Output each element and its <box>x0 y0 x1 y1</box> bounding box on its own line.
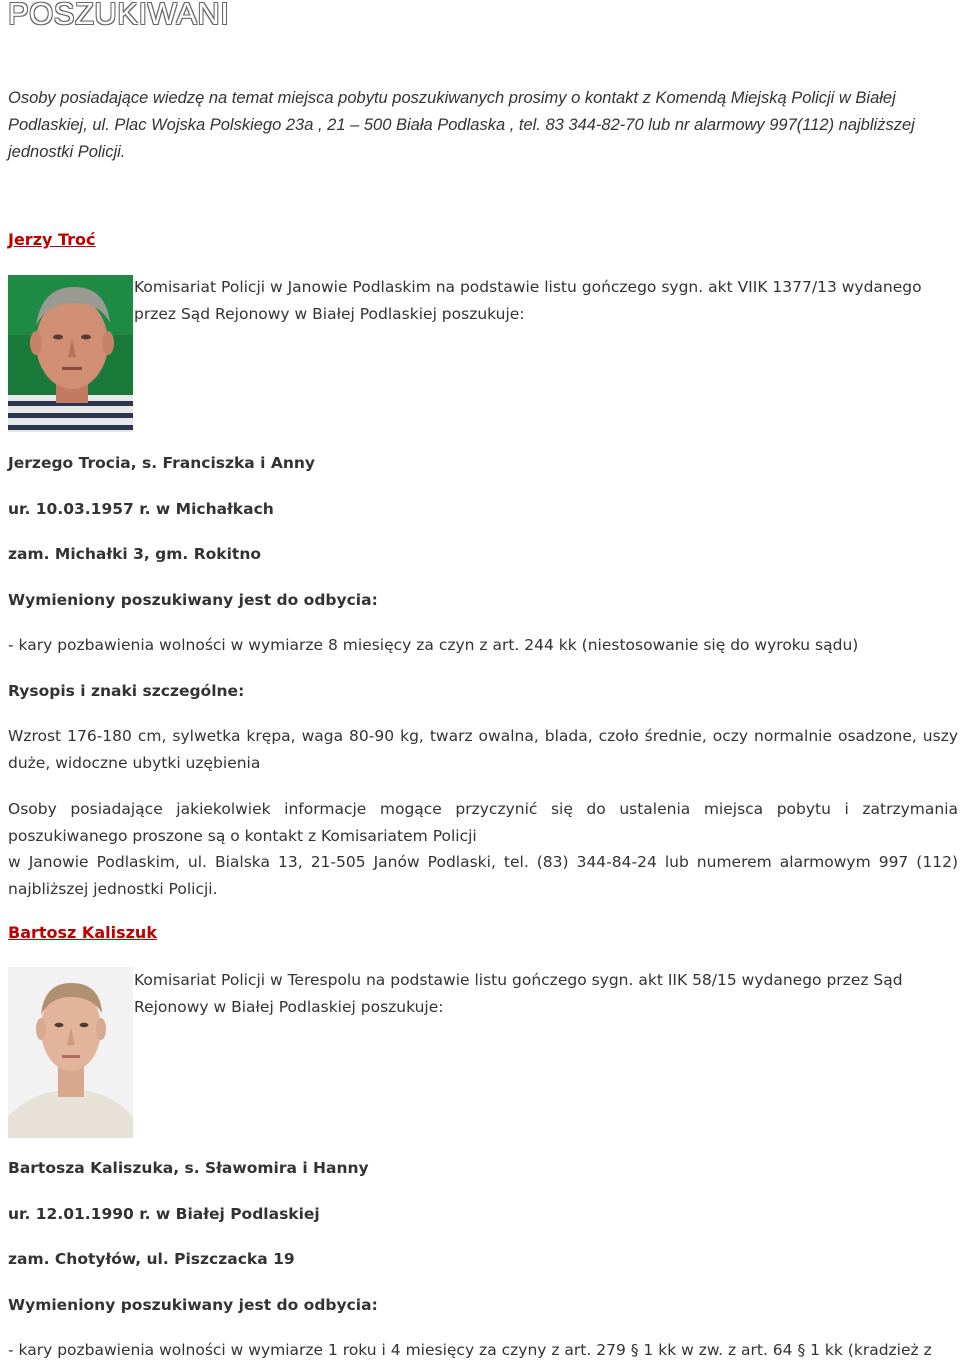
address-jerzy-troc: zam. Michałki 3, gm. Rokitno <box>8 545 262 563</box>
contact-text-1-jerzy-troc: Osoby posiadające jakiekolwiek informacje mogące przyczynić się do ustalenia miejsca pobytu i zatrzymania poszukiwanego proszone są o kontakt z Komisariatem Policji <box>8 800 958 845</box>
warrant-text-jerzy-troc: Komisariat Policji w Janowie Podlaskim na podstawie listu gończego sygn. akt VIIK 1377/13 wydanego przez Sąd Rejonowy w Białej Podlaskiej poszukuje: <box>134 278 922 323</box>
warrant-text-bartosz-kaliszuk: Komisariat Policji w Terespolu na podstawie listu gończego sygn. akt IIK 58/15 wydanego przez Sąd Rejonowy w Białej Podlaskiej poszukuje: <box>134 971 903 1016</box>
sentence-header-jerzy-troc: Wymieniony poszukiwany jest do odbycia: <box>8 591 378 609</box>
person-link-bartosz-kaliszuk[interactable]: Bartosz Kaliszuk <box>8 923 157 942</box>
sentence-jerzy-troc: - kary pozbawienia wolności w wymiarze 8 miesięcy za czyn z art. 244 kk (niestosowanie się do wyroku sądu) <box>8 636 859 654</box>
description-jerzy-troc: Wzrost 176-180 cm, sylwetka krępa, waga 80-90 kg, twarz owalna, blada, czoło średnie, oczy normalnie osadzone, uszy duże, widoczne ubytki uzębienia <box>8 727 958 772</box>
person-link-jerzy-troc[interactable]: Jerzy Troć <box>8 230 96 249</box>
intro-text: Osoby posiadające wiedzę na temat miejsca pobytu poszukiwanych prosimy o kontakt z Komendą Miejską Policji w Białej Podlaskiej, ul. Plac Wojska Polskiego 23a , 21 – 500 Biała Podlaska , tel. 83 344-82-70 lub nr alarmowy 997(112) najbliższej jednostki Policji. <box>8 89 915 161</box>
sentence-bartosz-kaliszuk: - kary pozbawienia wolności w wymiarze 1 roku i 4 miesięcy za czyny z art. 279 § 1 kk w zw. z art. 64 § 1 kk (kradzież z <box>8 1341 932 1359</box>
person-photo-bartosz-kaliszuk <box>8 967 133 1138</box>
contact-text-2-jerzy-troc: w Janowie Podlaskim, ul. Bialska 13, 21-505 Janów Podlaski, tel. (83) 344-84-24 lub numerem alarmowym 997 (112) najbliższej jednostki Policji. <box>8 853 958 898</box>
address-bartosz-kaliszuk: zam. Chotyłów, ul. Piszczacka 19 <box>8 1250 295 1268</box>
birth-info-bartosz-kaliszuk: ur. 12.01.1990 r. w Białej Podlaskiej <box>8 1205 320 1223</box>
description-header-jerzy-troc: Rysopis i znaki szczególne: <box>8 682 245 700</box>
person-photo-jerzy-troc <box>8 275 133 432</box>
page-title: POSZUKIWANI <box>8 0 230 31</box>
birth-info-jerzy-troc: ur. 10.03.1957 r. w Michałkach <box>8 500 274 518</box>
sentence-header-bartosz-kaliszuk: Wymieniony poszukiwany jest do odbycia: <box>8 1296 378 1314</box>
fullname-bartosz-kaliszuk: Bartosza Kaliszuka, s. Sławomira i Hanny <box>8 1159 369 1177</box>
fullname-jerzy-troc: Jerzego Trocia, s. Franciszka i Anny <box>8 454 316 472</box>
